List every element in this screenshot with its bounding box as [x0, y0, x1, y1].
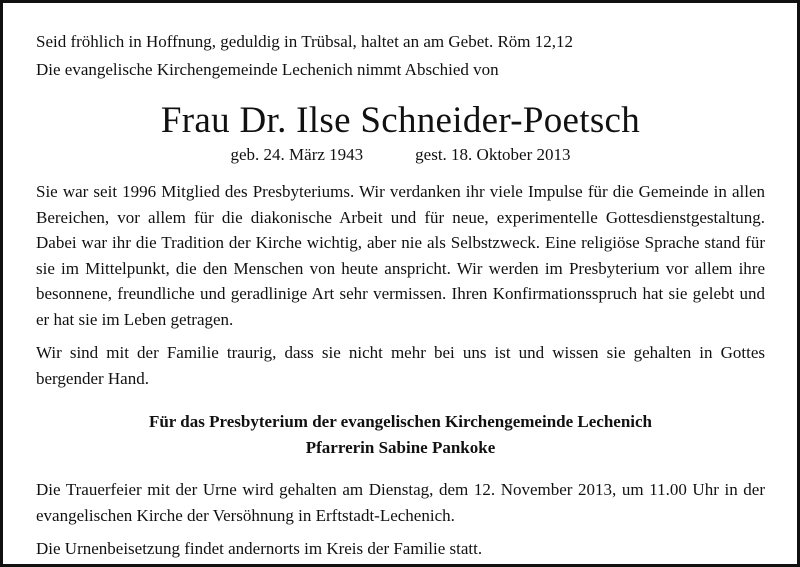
bible-verse: Seid fröhlich in Hoffnung, geduldig in Trübsal, haltet an am Gebet. Röm 12,12	[36, 32, 574, 51]
burial-paragraph: Die Urnenbeisetzung findet andernorts im Kreis der Familie statt.	[36, 539, 483, 558]
signoff-organization: Für das Presbyterium der evangelischen Kirchengemeinde Lechenich	[148, 412, 653, 431]
deceased-name: Frau Dr. Ilse Schneider-Poetsch	[160, 100, 641, 141]
sympathy-paragraph: Wir sind mit der Familie traurig, dass sie nicht mehr bei uns ist und wissen sie gehalten in Gottes bergender Hand.	[36, 343, 765, 388]
intro-line: Die evangelische Kirchengemeinde Lechenich nimmt Abschied von	[36, 60, 499, 79]
signoff-pastor: Pfarrerin Sabine Pankoke	[305, 438, 496, 457]
birth-date: geb. 24. März 1943	[230, 145, 364, 164]
signoff	[36, 409, 765, 461]
life-dates	[36, 143, 765, 167]
tribute-paragraph: Sie war seit 1996 Mitglied des Presbyteriums. Wir verdanken ihr viele Impulse für die Gemeinde in allen Bereichen, vor allem für die diakonische Arbeit und für neue, experimentelle Gottesdienstgestaltung. Dabei war ihr die Tradition der Kirche wichtig, aber nie als Selbstzweck. Eine religiöse Sprache stand für sie im Mittelpunkt, die den Menschen von heute anspricht. Wir werden im Presbyterium vor allem ihre besonnene, freundliche und geradlinige Art sehr vermissen. Ihren Konfirmationsspruch hat sie gelebt und er hat sie im Leben getragen.	[36, 182, 765, 329]
death-date: gest. 18. Oktober 2013	[415, 145, 571, 164]
funeral-paragraph: Die Trauerfeier mit der Urne wird gehalten am Dienstag, dem 12. November 2013, um 11.00 Uhr in der evangelischen Kirche der Versöhnung in Erftstadt-Lechenich.	[36, 480, 765, 525]
